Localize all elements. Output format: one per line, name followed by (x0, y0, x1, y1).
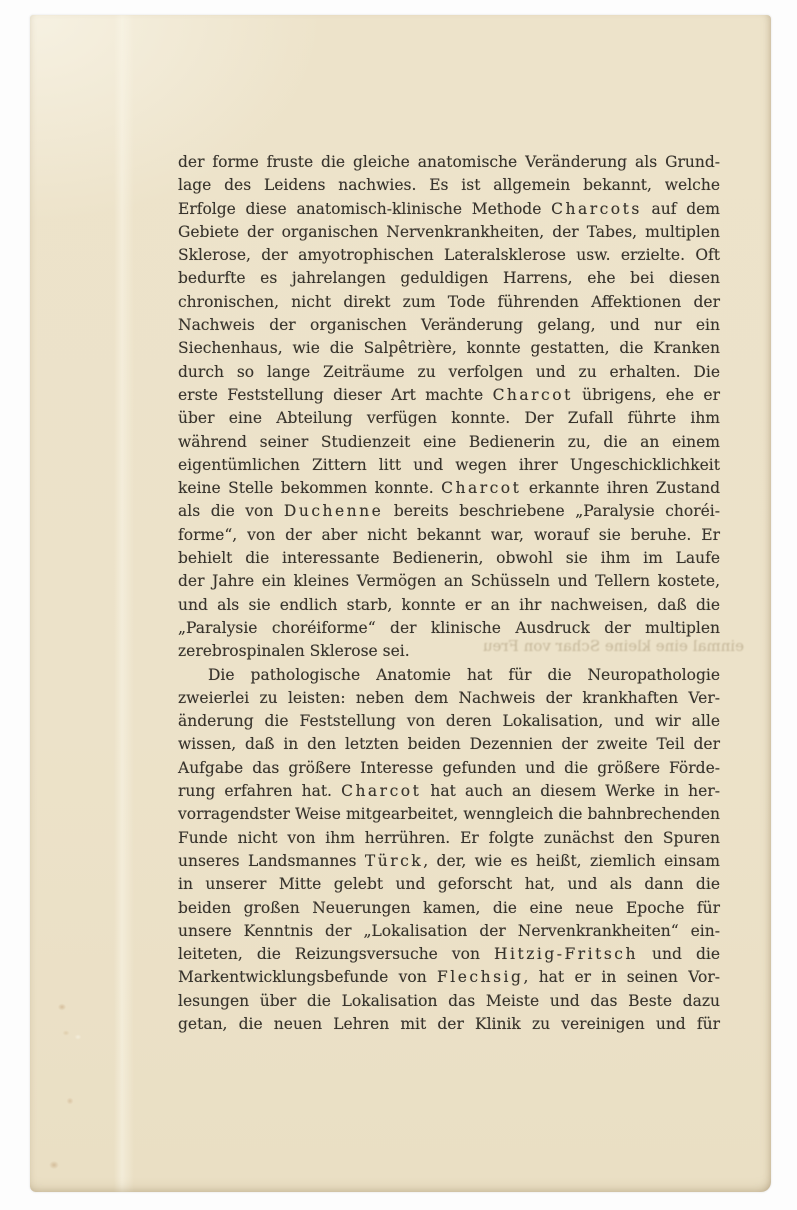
letterspaced-name: Hitzig-Fritsch (494, 945, 638, 964)
text-line (178, 547, 720, 570)
text-line (178, 407, 720, 430)
text-segment: Aufgabe das größere Interesse gefunden und die größere Förde- (178, 758, 720, 777)
text-segment: der Jahre ein kleines Vermögen an Schüsseln und Tellern kostete, (178, 572, 720, 591)
text-line (178, 524, 720, 547)
text-line (178, 850, 720, 873)
text-segment: , hat er in seinen Vor- (523, 968, 720, 987)
text-line (178, 687, 720, 710)
letterspaced-name: Charcot (441, 479, 522, 498)
text-line (178, 873, 720, 896)
text-segment: Markentwicklungsbefunde von (178, 968, 438, 987)
text-segment: wissen, daß in den letzten beiden Dezennien der zweite Teil der (178, 735, 720, 754)
text-line (178, 920, 720, 943)
text-segment: chronischen, nicht direkt zum Tode führenden Affektionen der (178, 292, 720, 311)
text-line (178, 431, 720, 454)
letterspaced-name: Charcot (341, 782, 422, 801)
text-line (178, 803, 720, 826)
text-segment: rung erfahren hat. (178, 782, 342, 801)
text-segment: Erfolge diese anatomisch-klinische Methode (178, 199, 552, 218)
text-segment: lage des Leidens nachwies. Es ist allgemein bekannt, welche (178, 176, 720, 195)
text-segment: bedurfte es jahrelangen geduldigen Harrens, ehe bei diesen (178, 269, 720, 288)
text-segment: als die von (178, 502, 284, 521)
text-segment: eigentümlichen Zittern litt und wegen ihrer Ungeschicklichkeit (178, 455, 720, 474)
text-segment: erste Feststellung dieser Art machte (178, 385, 493, 404)
text-segment: behielt die interessante Bedienerin, obwohl sie ihm im Laufe (178, 549, 720, 568)
text-line (178, 710, 720, 733)
text-line (178, 640, 720, 663)
text-line (178, 897, 720, 920)
text-line (178, 244, 720, 267)
text-segment: der forme fruste die gleiche anatomische Veränderung als Grund- (178, 153, 720, 171)
text-segment: unseres Landsmannes (178, 851, 365, 870)
text-segment: änderung die Feststellung von deren Lokalisation, und wir alle (178, 712, 720, 731)
letterspaced-name: Türck (364, 851, 424, 870)
text-line (178, 314, 720, 337)
text-line (178, 198, 720, 221)
text-segment: bereits beschriebene „Paralysie choréi- (383, 502, 720, 521)
text-line (178, 384, 720, 407)
text-segment: zweierlei zu leisten: neben dem Nachweis der krankhaften Ver- (178, 688, 720, 707)
text-block (178, 151, 720, 1036)
text-segment: Gebiete der organischen Nervenkrankheiten, der Tabes, multiplen (178, 222, 720, 241)
text-line (178, 291, 720, 314)
text-segment: Nachweis der organischen Veränderung gelang, und nur ein (178, 316, 720, 335)
text-line (178, 757, 720, 780)
show-through-text: einmal eine kleine Schar von Freu (482, 637, 744, 655)
text-line (178, 827, 720, 850)
text-segment: „Paralysie choréiforme“ der klinische Ausdruck der multiplen (178, 618, 720, 637)
text-segment: hat auch an diesem Werke in her- (421, 782, 720, 801)
book-page (30, 15, 771, 1192)
text-line (178, 267, 720, 290)
text-line (178, 943, 720, 966)
text-segment: Funde nicht von ihm herrühren. Er folgte zunächst den Spuren (178, 828, 720, 847)
text-segment: unsere Kenntnis der „Lokalisation der Nervenkrankheiten“ ein- (178, 921, 720, 940)
text-line (178, 454, 720, 477)
text-line (178, 337, 720, 360)
text-segment: Sklerose, der amyotrophischen Lateralsklerose usw. erzielte. Oft (178, 246, 720, 265)
text-segment: durch so lange Zeiträume zu verfolgen und zu erhalten. Die (178, 362, 720, 381)
text-line (178, 664, 720, 687)
text-segment: und als sie endlich starb, konnte er an ihr nachweisen, daß die (178, 595, 720, 614)
text-segment: Die pathologische Anatomie hat für die Neuropathologie (208, 665, 720, 684)
letterspaced-name: Flechsig (437, 968, 524, 987)
text-line (178, 594, 720, 617)
text-segment: keine Stelle bekommen konnte. (178, 479, 442, 498)
text-line (178, 361, 720, 384)
text-segment: über eine Abteilung verfügen konnte. Der Zufall führte ihm (178, 409, 720, 428)
letterspaced-name: Charcots (551, 199, 642, 218)
text-segment: erkannte ihren Zustand (521, 479, 720, 498)
text-segment: in unserer Mitte gelebt und geforscht hat, und als dann die (178, 875, 720, 894)
text-line (178, 174, 720, 197)
text-line (178, 500, 720, 523)
text-segment: getan, die neuen Lehren mit der Klinik zu vereinigen und für (178, 1014, 720, 1033)
text-line (178, 570, 720, 593)
text-line (178, 990, 720, 1013)
text-line (178, 1013, 720, 1036)
text-segment: Siechenhaus, wie die Salpêtrière, konnte gestatten, die Kranken (178, 339, 720, 358)
text-segment: leiteten, die Reizungsversuche von (178, 945, 495, 964)
text-segment: übrigens, ehe er (572, 385, 720, 404)
text-segment: zerebrospinalen Sklerose sei. (178, 642, 410, 661)
text-line (178, 733, 720, 756)
text-segment: während seiner Studienzeit eine Bedienerin zu, die an einem (178, 432, 720, 451)
text-line (178, 617, 720, 640)
text-segment: beiden großen Neuerungen kamen, die eine neue Epoche für (178, 898, 720, 917)
text-segment: auf dem (641, 199, 720, 218)
letterspaced-name: Duchenne (283, 502, 384, 521)
text-segment: vorragendster Weise mitgearbeitet, wenngleich die bahnbrechenden (178, 805, 720, 824)
text-line (178, 780, 720, 803)
text-segment: forme“, von der aber nicht bekannt war, worauf sie beruhe. Er (178, 525, 720, 544)
text-line (178, 221, 720, 244)
text-segment: lesungen über die Lokalisation das Meiste und das Beste dazu (178, 991, 720, 1010)
text-segment: und die (637, 945, 721, 964)
text-line (178, 151, 720, 174)
text-segment: , der, wie es heißt, ziemlich einsam (423, 851, 720, 870)
text-line (178, 966, 720, 989)
letterspaced-name: Charcot (492, 385, 573, 404)
text-line (178, 477, 720, 500)
